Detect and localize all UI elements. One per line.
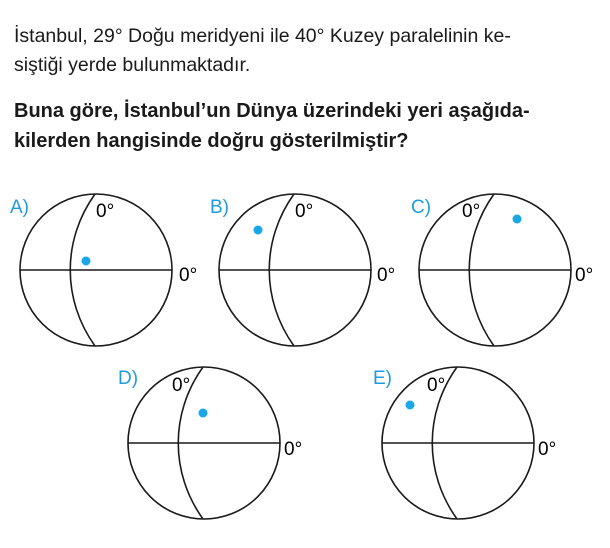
option-c-meridian-label: 0° (462, 201, 481, 222)
option-d-equator-label: 0° (284, 439, 303, 460)
option-a[interactable] (10, 194, 197, 346)
option-a-equator-label: 0° (179, 265, 198, 286)
option-b-letter: B) (210, 197, 229, 218)
stem-line-1: İstanbul, 29° Doğu meridyeni ile 40° Kuzey paralelinin ke- (14, 25, 511, 47)
stem-line-2: siştiği yerde bulunmaktadır. (14, 54, 251, 76)
option-e-meridian-label: 0° (427, 375, 446, 396)
option-e-location-dot (406, 401, 415, 410)
option-e[interactable] (373, 367, 556, 519)
question-line-2: kilerden hangisinde doğru gösterilmiştir? (14, 130, 409, 152)
option-d[interactable] (118, 367, 302, 519)
option-d-meridian-label: 0° (172, 375, 191, 396)
option-b-equator-label: 0° (377, 265, 396, 286)
option-b[interactable] (210, 194, 395, 346)
question-line-1: Buna göre, İstanbul’un Dünya üzerindeki yeri aşağıda- (14, 100, 530, 122)
option-a-location-dot (82, 257, 91, 266)
option-e-letter: E) (373, 368, 392, 389)
option-c-equator-label: 0° (575, 265, 594, 286)
option-e-equator-label: 0° (538, 439, 557, 460)
option-b-meridian-label: 0° (295, 201, 314, 222)
option-c-location-dot (513, 215, 522, 224)
option-b-location-dot (254, 226, 263, 235)
option-c[interactable] (411, 194, 593, 346)
option-a-letter: A) (10, 197, 29, 218)
option-a-meridian-label: 0° (96, 201, 115, 222)
option-c-letter: C) (411, 197, 432, 218)
option-d-location-dot (199, 409, 208, 418)
option-d-letter: D) (118, 368, 139, 389)
